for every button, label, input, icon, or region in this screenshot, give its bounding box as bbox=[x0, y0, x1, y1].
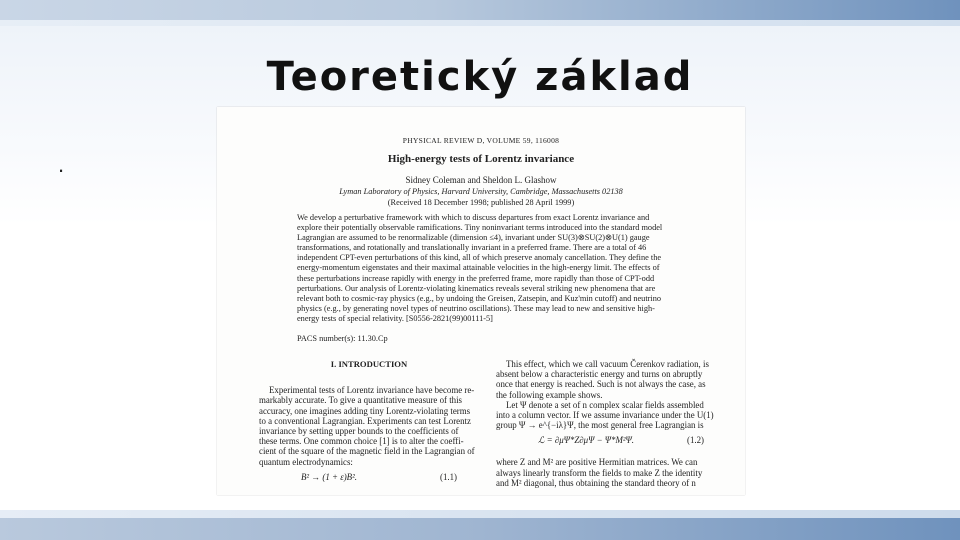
paper-authors: Sidney Coleman and Sheldon L. Glashow bbox=[405, 175, 557, 185]
equation-1-2 bbox=[496, 435, 726, 449]
abstract-line: energy-momentum eigenstates and their maximal attainable velocities in the high-energy limit. The effects of bbox=[297, 263, 660, 273]
equation-formula: B² → (1 + ε)B². bbox=[301, 471, 357, 482]
slide-bottom-band bbox=[0, 518, 960, 540]
body-line: markably accurate. To give a quantitative measure of this bbox=[259, 395, 463, 406]
body-line: where Z and M² are positive Hermitian matrices. We can bbox=[496, 457, 698, 468]
slide-bottom-stripe bbox=[0, 510, 960, 518]
bullet-point: . bbox=[58, 152, 65, 177]
journal-header: PHYSICAL REVIEW D, VOLUME 59, 116008 bbox=[402, 136, 560, 145]
paper-left-column bbox=[259, 359, 479, 491]
body-line: absent below a characteristic energy and turns on abruptly bbox=[496, 369, 703, 380]
pacs-numbers: PACS number(s): 11.30.Cp bbox=[297, 334, 388, 343]
paper-title: High-energy tests of Lorentz invariance bbox=[387, 153, 575, 165]
equation-formula: ℒ = ∂μΨ*Z∂μΨ − Ψ*M²Ψ. bbox=[538, 435, 634, 446]
body-line: these terms. One common choice [1] is to alter the coeffi- bbox=[259, 436, 464, 447]
paper-received: (Received 18 December 1998; published 28 April 1999) bbox=[387, 198, 575, 207]
abstract-line: transformations, and rotationally and translationally invariant in a preferred frame. There are a total of 46 bbox=[297, 243, 647, 253]
paper-scan-image bbox=[217, 107, 745, 495]
abstract-line: perturbations. Our analysis of Lorentz-violating kinematics reveals several striking new phenomena that are bbox=[297, 283, 656, 293]
body-line: the following example shows. bbox=[496, 389, 603, 400]
paper-abstract bbox=[297, 213, 663, 324]
section-heading: I. INTRODUCTION bbox=[330, 359, 408, 369]
abstract-line: We develop a perturbative framework with which to discuss departures from exact Lorentz invariance and bbox=[297, 213, 650, 222]
body-line: always linearly transform the fields to make Z the identity bbox=[496, 467, 703, 478]
abstract-line: energy tests of special relativity. [S0556-2821(99)00111-5] bbox=[297, 313, 493, 323]
body-line: group Ψ → e^{−iλ}Ψ, the most general free Lagrangian is bbox=[496, 420, 704, 431]
slide-top-band bbox=[0, 0, 960, 20]
paper-right-column bbox=[496, 359, 726, 488]
abstract-line: relevant both to cosmic-ray physics (e.g., by undoing the Greisen, Zatsepin, and Kuz'min cutoff) and neutrino bbox=[297, 293, 662, 303]
paper-affiliation: Lyman Laboratory of Physics, Harvard University, Cambridge, Massachusetts 02138 bbox=[339, 187, 623, 196]
abstract-line: these perturbations increase rapidly with energy in the preferred frame, more rapidly than those of CPT-odd bbox=[297, 273, 655, 283]
body-line: and M² diagonal, thus obtaining the standard theory of n bbox=[496, 477, 696, 488]
equation-number: (1.2) bbox=[686, 435, 704, 446]
abstract-line: independent CPT-even perturbations of this kind, all of which preserve anomaly cancellation. They define the bbox=[297, 253, 662, 263]
body-line: accuracy, one imagines adding tiny Lorentz-violating terms bbox=[259, 405, 471, 416]
body-line: This effect, which we call vacuum Čerenkov radiation, is bbox=[506, 359, 709, 369]
equation-number: (1.1) bbox=[439, 471, 457, 482]
body-line: quantum electrodynamics: bbox=[259, 456, 353, 467]
body-line: to a conventional Lagrangian. Experiments can test Lorentz bbox=[259, 415, 471, 426]
body-line: invariance by setting upper bounds to the coefficients of bbox=[259, 426, 459, 437]
body-line: Let Ψ denote a set of n complex scalar fields assembled bbox=[506, 399, 704, 410]
body-line: once that energy is reached. Such is not always the case, as bbox=[496, 379, 706, 390]
equation-1-1 bbox=[259, 472, 479, 486]
body-line: into a column vector. If we assume invariance under the U(1) bbox=[496, 410, 714, 421]
abstract-line: Lagrangian are assumed to be renormalizable (dimension ≤4), invariant under SU(3)⊗SU(2)⊗U(1) gauge bbox=[297, 233, 650, 243]
abstract-line: physics (e.g., by generating novel types of neutrino oscillations). These may lead to new and sensitive high- bbox=[297, 303, 655, 313]
abstract-line: explore their potentially observable ramifications. Tiny noninvariant terms introduced into the standard model bbox=[297, 223, 663, 233]
body-line: cient of the square of the magnetic field in the Lagrangian of bbox=[259, 446, 475, 457]
body-line: Experimental tests of Lorentz invariance have become re- bbox=[269, 385, 475, 396]
slide-title: Teoretický základ bbox=[266, 54, 694, 100]
